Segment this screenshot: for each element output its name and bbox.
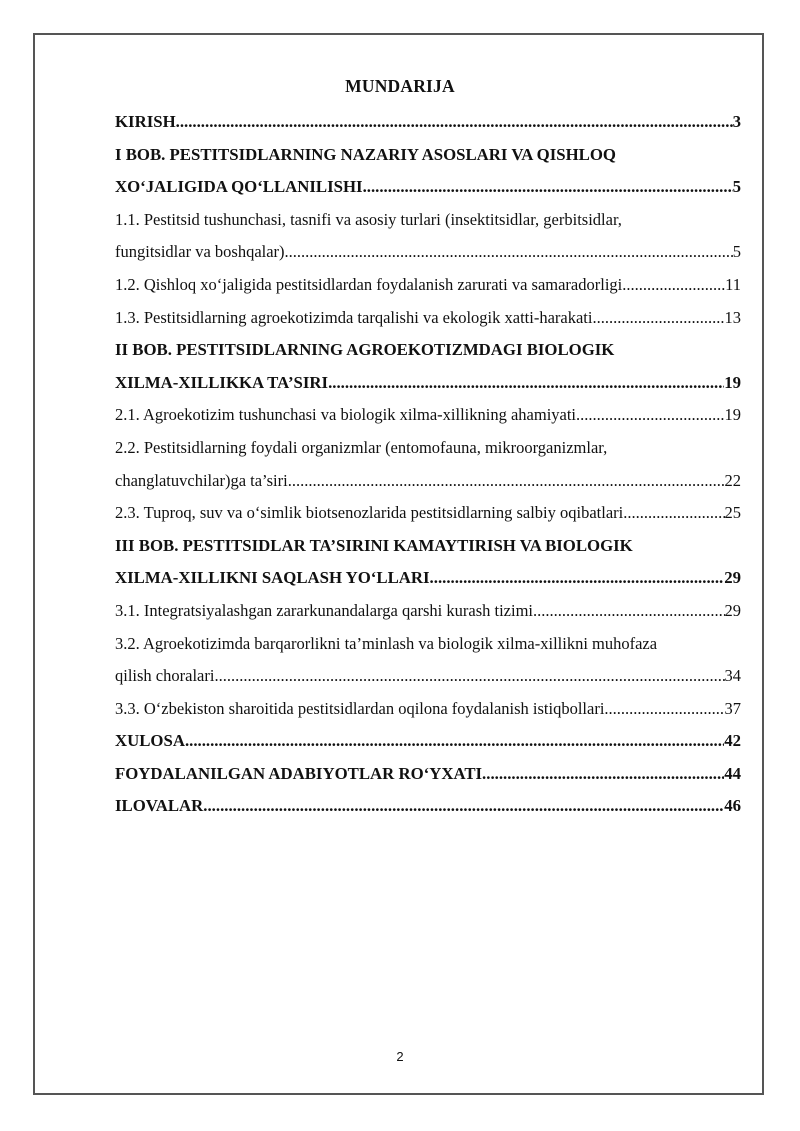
toc-entry-text: 1.3. Pestitsidlarning agroekotizimda tarqalishi va ekologik xatti-harakati xyxy=(115,307,593,327)
toc-entry xyxy=(115,171,741,204)
toc-entry-text: qilish choralari xyxy=(115,666,215,686)
toc-page-number: 25 xyxy=(724,503,741,523)
toc-entry xyxy=(115,334,741,367)
toc-entry-text: 1.2. Qishloq xo‘jaligida pestitsidlardan foydalanish zarurati va samaradorligi xyxy=(115,274,623,294)
toc-leader-dots xyxy=(592,302,724,335)
toc-entry xyxy=(115,758,741,791)
toc-entry xyxy=(115,399,741,432)
toc-entry-text: XO‘JALIGIDA QO‘LLANILISHI xyxy=(115,177,363,197)
toc-leader-dots xyxy=(363,171,733,204)
toc-entry-text: 2.1. Agroekotizim tushunchasi va biologik xilma-xillikning ahamiyati xyxy=(115,405,577,425)
toc-leader-dots xyxy=(604,693,724,726)
toc-leader-dots xyxy=(482,758,724,791)
toc-entry-text: fungitsidlar va boshqalar) xyxy=(115,242,285,262)
toc-leader-dots xyxy=(328,367,724,400)
table-of-contents xyxy=(115,106,741,823)
toc-entry xyxy=(115,595,741,628)
toc-leader-dots xyxy=(176,106,733,139)
toc-leader-dots xyxy=(533,595,724,628)
toc-entry-text: 3.3. O‘zbekiston sharoitida pestitsidlardan oqilona foydalanish istiqbollari xyxy=(115,698,605,718)
toc-page-number: 34 xyxy=(724,666,741,686)
toc-page-number: 44 xyxy=(724,763,741,783)
toc-leader-dots xyxy=(430,562,725,595)
toc-entry xyxy=(115,432,741,465)
toc-entry xyxy=(115,139,741,172)
toc-entry-text: XILMA-XILLIKNI SAQLASH YO‘LLARI xyxy=(115,568,430,588)
toc-entry xyxy=(115,790,741,823)
toc-entry-text: KIRISH xyxy=(115,112,176,131)
toc-page-number: 13 xyxy=(724,307,741,327)
toc-entry xyxy=(115,236,741,269)
toc-entry xyxy=(115,562,741,595)
toc-page-number: 19 xyxy=(724,372,741,392)
toc-entry-text: 3.1. Integratsiyalashgan zararkunandalarga qarshi kurash tizimi xyxy=(115,600,534,620)
toc-page-number: 29 xyxy=(724,568,741,588)
toc-leader-dots xyxy=(623,497,724,530)
toc-page-number: 19 xyxy=(724,405,741,425)
toc-page-number: 11 xyxy=(725,274,741,294)
toc-leader-dots xyxy=(288,465,725,498)
toc-entry xyxy=(115,204,741,237)
toc-page-number: 42 xyxy=(724,731,741,751)
toc-entry xyxy=(115,628,741,661)
toc-leader-dots xyxy=(622,269,725,302)
toc-entry xyxy=(115,269,741,302)
toc-entry-text: XULOSA xyxy=(115,731,185,751)
toc-entry xyxy=(115,302,741,335)
toc-entry xyxy=(115,497,741,530)
toc-entry-text: FOYDALANILGAN ADABIYOTLAR RO‘YXATI xyxy=(115,763,483,783)
toc-page-number: 3 xyxy=(732,112,741,131)
toc-entry-text: ILOVALAR xyxy=(115,796,204,816)
toc-entry-text: III BOB. PESTITSIDLAR TA’SIRINI KAMAYTIRISH VA BIOLOGIK xyxy=(115,535,633,555)
toc-leader-dots xyxy=(214,660,724,693)
toc-entry xyxy=(115,530,741,563)
toc-entry-text: 2.2. Pestitsidlarning foydali organizmlar (entomofauna, mikroorganizmlar, xyxy=(115,437,608,457)
toc-leader-dots xyxy=(576,399,724,432)
toc-entry xyxy=(115,693,741,726)
toc-entry xyxy=(115,725,741,758)
toc-leader-dots xyxy=(185,725,724,758)
toc-entry-text: 1.1. Pestitsid tushunchasi, tasnifi va asosiy turlari (insektitsidlar, gerbitsidlar, xyxy=(115,209,622,229)
toc-page-number: 5 xyxy=(732,177,741,197)
toc-entry-text: II BOB. PESTITSIDLARNING AGROEKOTIZMDAGI BIOLOGIK xyxy=(115,340,615,360)
toc-page-number: 29 xyxy=(724,600,741,620)
toc-entry xyxy=(115,367,741,400)
toc-page-number: 46 xyxy=(724,796,741,816)
toc-page-number: 5 xyxy=(732,242,741,262)
page-title: MUNDARIJA xyxy=(345,76,455,96)
toc-entry-text: I BOB. PESTITSIDLARNING NAZARIY ASOSLARI VA QISHLOQ xyxy=(115,144,616,164)
toc-page-number: 37 xyxy=(724,698,741,718)
toc-entry-text: 3.2. Agroekotizimda barqarorlikni ta’minlash va biologik xilma-xillikni muhofaza xyxy=(115,633,658,653)
toc-page-number: 22 xyxy=(724,470,741,490)
toc-entry-text: 2.3. Tuproq, suv va o‘simlik biotsenozlarida pestitsidlarning salbiy oqibatlari xyxy=(115,503,624,523)
toc-entry xyxy=(115,660,741,693)
toc-entry-text: changlatuvchilar)ga ta’siri xyxy=(115,470,288,490)
toc-entry xyxy=(115,106,741,139)
toc-entry xyxy=(115,465,741,498)
toc-entry-text: XILMA-XILLIKKA TA’SIRI xyxy=(115,372,329,392)
toc-leader-dots xyxy=(285,236,733,269)
toc-leader-dots xyxy=(203,790,724,823)
page-number: 2 xyxy=(396,1049,404,1064)
